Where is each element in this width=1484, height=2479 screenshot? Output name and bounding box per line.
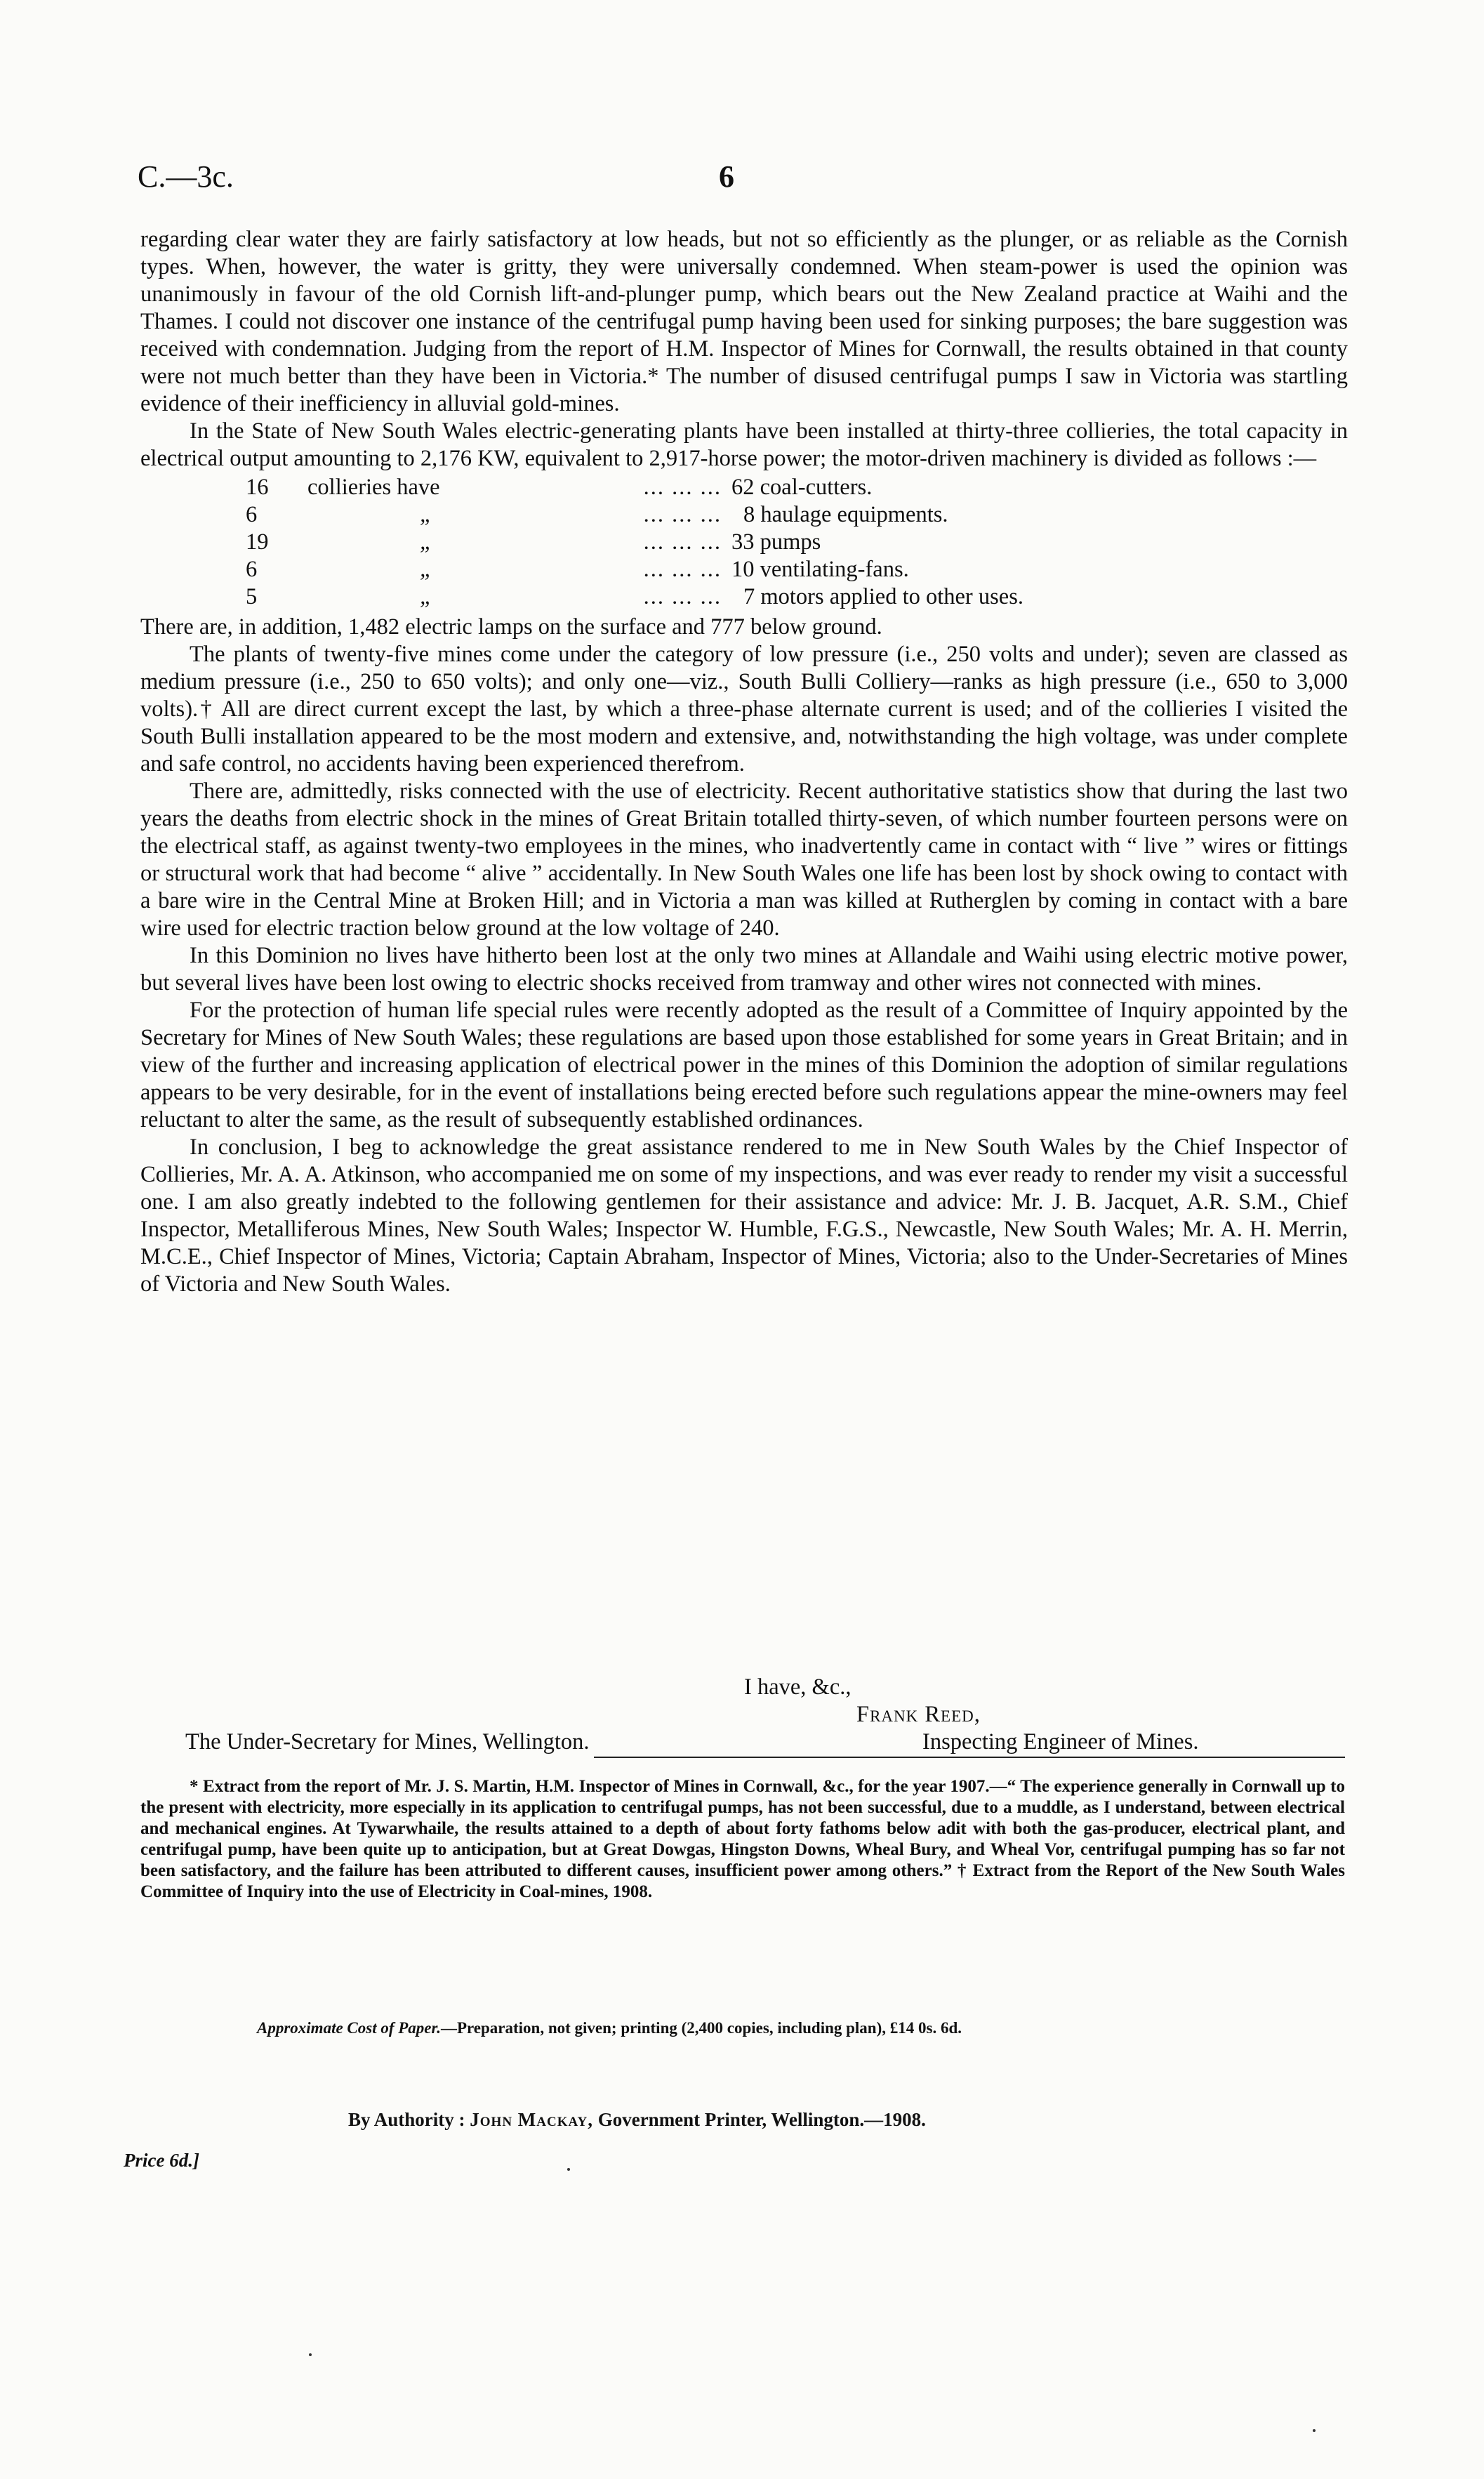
parliamentary-paper-code: C.—3c. [138, 159, 234, 194]
signatory-title: Inspecting Engineer of Mines. [922, 1729, 1199, 1754]
machinery-item: 10 ventilating-fans. [731, 557, 909, 582]
paragraph-pumps: regarding clear water they are fairly satisfactory at low heads, but not so efficiently as the plunger, or as reliable as the Cornish types. When, however, the water is gritty, they were universally condemned. When steam-power is used the opinion was unanimously in favour of the old Cornish lift-and-plunger pump, which bears out the New Zealand practice at Waihi and the Thames. I could not discover one instance of the centrifugal pump having been used for sinking purposes; the bare suggestion was received with condemnation. Judging from the report of H.M. Inspector of Mines for Cornwall, the results obtained in that county were not much better than they have been in Victoria.* The number of disused centrifugal pumps I saw in Victoria was startling evidence of their inefficiency in alluvial gold-mines. [140, 227, 1348, 416]
print-speck [1313, 2429, 1316, 2432]
printer-name: John Mackay, [470, 2109, 593, 2130]
report-body [140, 226, 1348, 1298]
paragraph-risks: There are, admittedly, risks connected with the use of electricity. Recent authoritative statistics show that during the last two years the deaths from electric shock in the mines of Great Britain totalled thirty-seven, of which number fourteen persons were on the electrical staff, as against twenty-two employees in the mines, who inadvertently came in contact with “ live ” wires or fittings or structural work that had become “ alive ” accidentally. In New South Wales one life has been lost by shock owing to contact with a bare wire in the Central Mine at Broken Hill; and in Victoria a man was killed at Rutherglen by coming in contact with a bare wire used for electric traction below ground at the low voltage of 240. [140, 779, 1348, 941]
list-item [140, 529, 1348, 556]
printer-imprint [348, 2109, 1261, 2131]
colliery-count: 5 [246, 584, 258, 609]
colliery-count: 16 [246, 475, 269, 500]
print-speck [567, 2168, 570, 2171]
cost-of-paper [257, 2019, 1310, 2037]
machinery-item: 33 pumps [731, 529, 821, 555]
paragraph-conclusion: In conclusion, I beg to acknowledge the great assistance rendered to me in New South Wales by the Chief Inspector of Collieries, Mr. A. A. Atkinson, who accompanied me on some of my inspections, and was ever ready to render my visit a successful one. I am also greatly indebted to the following gentlemen for their assistance and advice: Mr. J. B. Jacquet, A.R. S.M., Chief Inspector, Metalliferous Mines, New South Wales; Inspector W. Humble, F.G.S., Newcastle, New South Wales; Mr. A. H. Merrin, M.C.E., Chief Inspector of Mines, Victoria; Captain Abraham, Inspector of Mines, Victoria; also to the Under-Secretaries of Mines of Victoria and New South Wales. [140, 1135, 1348, 1297]
imprint-suffix: Government Printer, Wellington.—1908. [597, 2109, 926, 2130]
price: Price 6d.] [124, 2150, 199, 2171]
paragraph-dominion: In this Dominion no lives have hitherto been lost at the only two mines at Allandale and Waihi using electric motive power, but several lives have been lost owing to electric shocks received from tramway and other wires not connected with mines. [140, 943, 1348, 996]
signatory-name: Frank Reed, [856, 1702, 981, 1727]
imprint-prefix: By Authority : [348, 2109, 465, 2130]
footnote-text: * Extract from the report of Mr. J. S. Martin, H.M. Inspector of Mines in Cornwall, &c., for the year 1907.—“ The experience generally in Cornwall up to the present with electricity, more especially in its application to centrifugal pumps, has not been successful, due to a muddle, as I understand, between electrical and mechanical engines. At Tywarwhaile, the results attained to a depth of about forty fathoms below adit with both the gas-producer, electrical plant, and centrifugal pump, have been quite up to anticipation, but at Great Dowgas, Hingston Downs, Wheal Bury, and Wheal Vor, centrifugal pumping has so far not been satisfactory, and the failure has been attributed to different causes, insufficient power among others.” † Extract from the Report of the New South Wales Committee of Inquiry into the use of Electricity in Coal-mines, 1908. [140, 1777, 1345, 1901]
paragraph-lamps: There are, in addition, 1,482 electric lamps on the surface and 777 below ground. [140, 614, 882, 640]
print-speck [309, 2353, 312, 2356]
ditto-mark: „ [420, 502, 433, 527]
leader-dots: ... ... ... [643, 584, 722, 609]
footnotes [140, 1776, 1345, 1903]
leader-dots: ... ... ... [643, 529, 722, 555]
cost-text: —Preparation, not given; printing (2,400 copies, including plan), £14 0s. 6d. [440, 2019, 962, 2037]
addressee: The Under-Secretary for Mines, Wellington. [185, 1729, 590, 1754]
list-item [140, 501, 1348, 529]
cost-label: Approximate Cost of Paper. [257, 2019, 441, 2037]
paragraph-regulations: For the protection of human life special rules were recently adopted as the result of a Committee of Inquiry appointed by the Secretary for Mines of New South Wales; these regulations are based upon those established for some years in Great Britain; and in view of the further and increasing application of electrical power in the mines of this Dominion the adoption of similar regulations appears to be very desirable, for in the event of installations being erected before such regulations appear the mine-owners may feel reluctant to alter the same, as the result of subsequently established ordinances. [140, 998, 1348, 1132]
ditto-mark: „ [420, 584, 433, 609]
paragraph-pressure: The plants of twenty-five mines come under the category of low pressure (i.e., 250 volts and under); seven are classed as medium pressure (i.e., 250 to 650 volts); and only one—viz., South Bulli Colliery—ranks as high pressure (i.e., 650 to 3,000 volts).† All are direct current except the last, by which a three-phase alternate current is used; and of the collieries I visited the South Bulli installation appeared to be the most modern and extensive, and, notwithstanding the high voltage, was under complete and safe control, no accidents having been experienced therefrom. [140, 642, 1348, 776]
leader-dots: ... ... ... [643, 502, 722, 527]
colliery-count: 6 [246, 557, 258, 582]
list-item [140, 583, 1348, 611]
page-header [126, 159, 1348, 201]
leader-dots: ... ... ... [643, 557, 722, 582]
ditto-mark: „ [420, 557, 433, 582]
machinery-list [140, 474, 1348, 611]
leader-dots: ... ... ... [643, 475, 722, 500]
list-item [140, 556, 1348, 583]
paragraph-nsw-plants: In the State of New South Wales electric-generating plants have been installed at thirty-three collieries, the total capacity in electrical output amounting to 2,176 KW, equivalent to 2,917-horse power; the motor-driven machinery is divided as follows :— [140, 418, 1348, 471]
page-number: 6 [719, 159, 734, 194]
colliery-label: collieries have [307, 475, 440, 500]
machinery-item: 8 haulage equipments. [743, 502, 948, 527]
machinery-item: 7 motors applied to other uses. [743, 584, 1023, 609]
list-item [140, 474, 1348, 501]
machinery-item: 62 coal-cutters. [731, 475, 873, 500]
footnote-rule [594, 1757, 1345, 1758]
colliery-count: 19 [246, 529, 269, 555]
colliery-count: 6 [246, 502, 258, 527]
ditto-mark: „ [420, 529, 433, 555]
closing-salutation: I have, &c., [744, 1674, 852, 1700]
